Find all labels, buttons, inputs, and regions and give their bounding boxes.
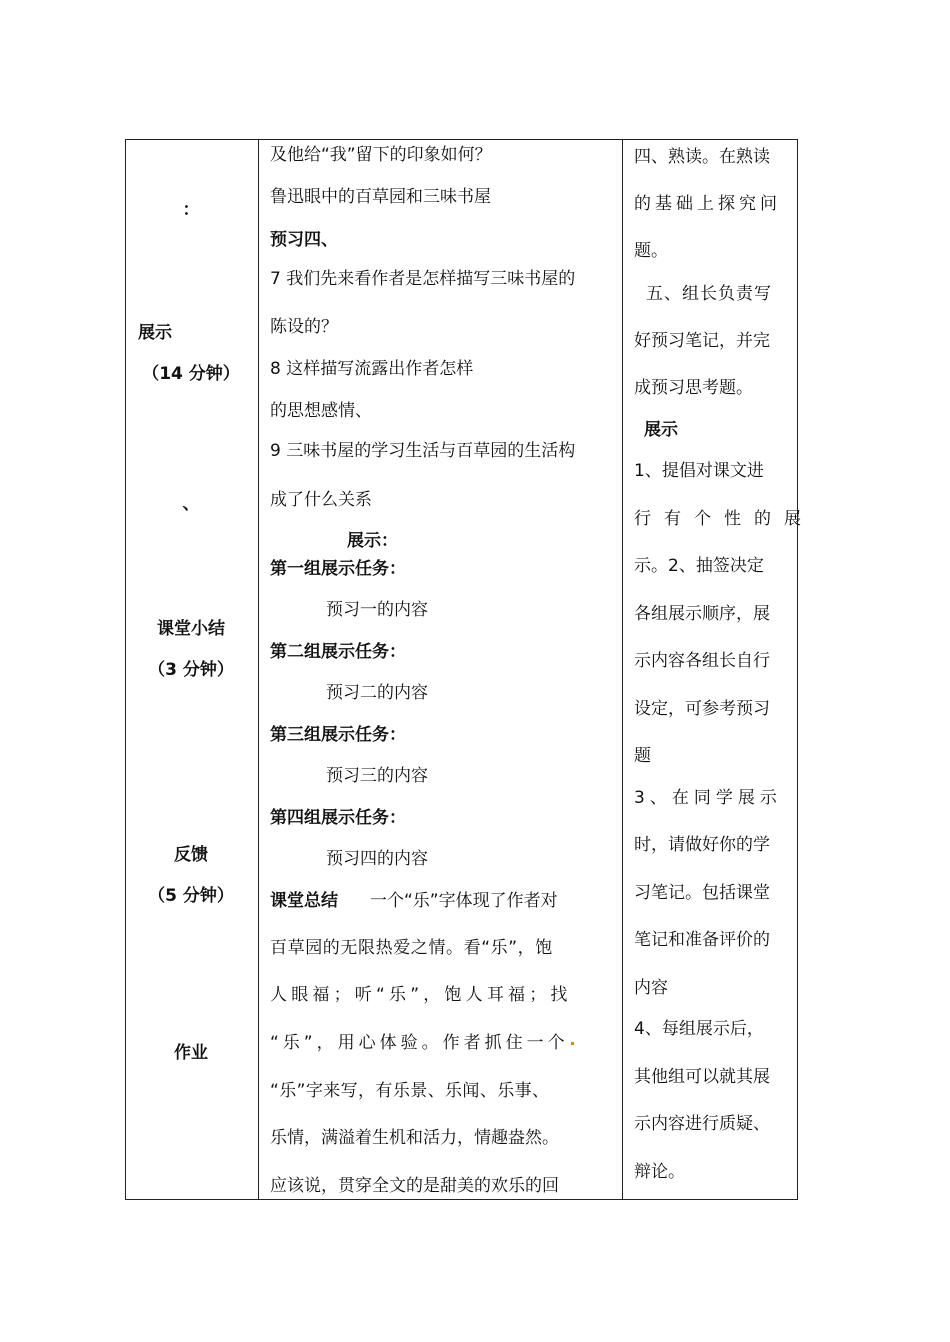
section-fankui-time: （5 分钟）: [148, 886, 234, 906]
group-title: 第四组展示任务：: [270, 808, 406, 828]
right-line: 习笔记。包括课堂: [634, 883, 770, 903]
right-line: 示内容进行质疑、: [634, 1114, 770, 1134]
summary-line: [270, 1032, 574, 1054]
group-content: 预习二的内容: [326, 683, 428, 703]
mid-line: 9 三味书屋的学习生活与百草园的生活构: [270, 441, 576, 461]
group-title: 第二组展示任务：: [270, 642, 406, 662]
mid-line: 及他给“我”留下的印象如何？: [270, 145, 492, 165]
group-title: 第一组展示任务：: [270, 559, 406, 579]
right-line: 好预习笔记，并完: [634, 331, 770, 351]
summary-text: “乐”，用心体验。作者抓住一个: [270, 1033, 569, 1053]
right-line: 四、熟读。在熟读: [634, 147, 770, 167]
section-xiaojie: 课堂小结: [157, 619, 225, 639]
column-divider: [622, 140, 623, 1199]
summary-line: 百草园的无限热爱之情。看“乐”，饱: [270, 938, 553, 958]
section-zuoye: 作业: [174, 1043, 208, 1063]
mid-line: 陈设的？: [270, 317, 338, 337]
right-line: 笔记和准备评价的: [634, 930, 770, 950]
group-title: 第三组展示任务：: [270, 725, 406, 745]
right-line: 设定，可参考预习: [634, 699, 770, 719]
left-colon: ：: [182, 200, 200, 220]
column-divider: [258, 140, 259, 1199]
right-line: 示内容各组长自行: [634, 651, 770, 671]
section-xiaojie-time: （3 分钟）: [148, 660, 234, 680]
right-line: 示。2、抽签决定: [634, 556, 764, 576]
show-title: 展示：: [347, 531, 398, 551]
right-line: 时，请做好你的学: [634, 835, 770, 855]
right-line: 成预习思考题。: [634, 378, 753, 398]
mid-line: 7 我们先来看作者是怎样描写三味书屋的: [270, 269, 576, 289]
mid-line: 8 这样描写流露出作者怎样: [270, 359, 474, 379]
right-line: 五、组长负责写: [646, 284, 772, 304]
summary-line: 一个“乐”字体现了作者对: [370, 891, 558, 911]
right-line: 题。: [634, 241, 668, 261]
summary-line: 乐情，满溢着生机和活力，情趣盎然。: [270, 1128, 559, 1148]
section-fankui: 反馈: [174, 845, 208, 865]
text-cursor-mark: [571, 1042, 574, 1045]
right-line: 的基础上探究问: [634, 194, 781, 214]
section-zhanshi-time: （14 分钟）: [142, 364, 240, 384]
left-comma: 、: [182, 494, 200, 514]
mid-line: 成了什么关系: [270, 490, 372, 510]
right-line: 3、在同学展示: [634, 788, 782, 808]
right-heading: 展示: [644, 420, 678, 440]
summary-line: 人眼福；听“乐”，饱人耳福；找: [270, 985, 572, 1005]
right-line: 内容: [634, 978, 668, 998]
mid-line: 的思想感情、: [270, 401, 372, 421]
group-content: 预习一的内容: [326, 600, 428, 620]
right-line: 4、每组展示后，: [634, 1019, 764, 1039]
right-line: 其他组可以就其展: [634, 1067, 770, 1087]
summary-label: 课堂总结: [270, 891, 338, 911]
right-line: 行有个性的展: [634, 509, 814, 529]
summary-line: “乐”字来写，有乐景、乐闻、乐事、: [270, 1081, 550, 1101]
group-content: 预习三的内容: [326, 766, 428, 786]
group-content: 预习四的内容: [326, 849, 428, 869]
right-line: 各组展示顺序，展: [634, 604, 770, 624]
lesson-table: [125, 139, 814, 1200]
summary-line: 应该说，贯穿全文的是甜美的欢乐的回: [270, 1176, 559, 1196]
right-line: 题: [634, 746, 651, 766]
right-line: 辩论。: [634, 1162, 685, 1182]
right-line: 1、提倡对课文进: [634, 461, 764, 481]
mid-line: 鲁迅眼中的百草园和三味书屋: [270, 187, 491, 207]
mid-heading: 预习四、: [270, 230, 338, 250]
section-zhanshi: 展示: [138, 323, 172, 343]
